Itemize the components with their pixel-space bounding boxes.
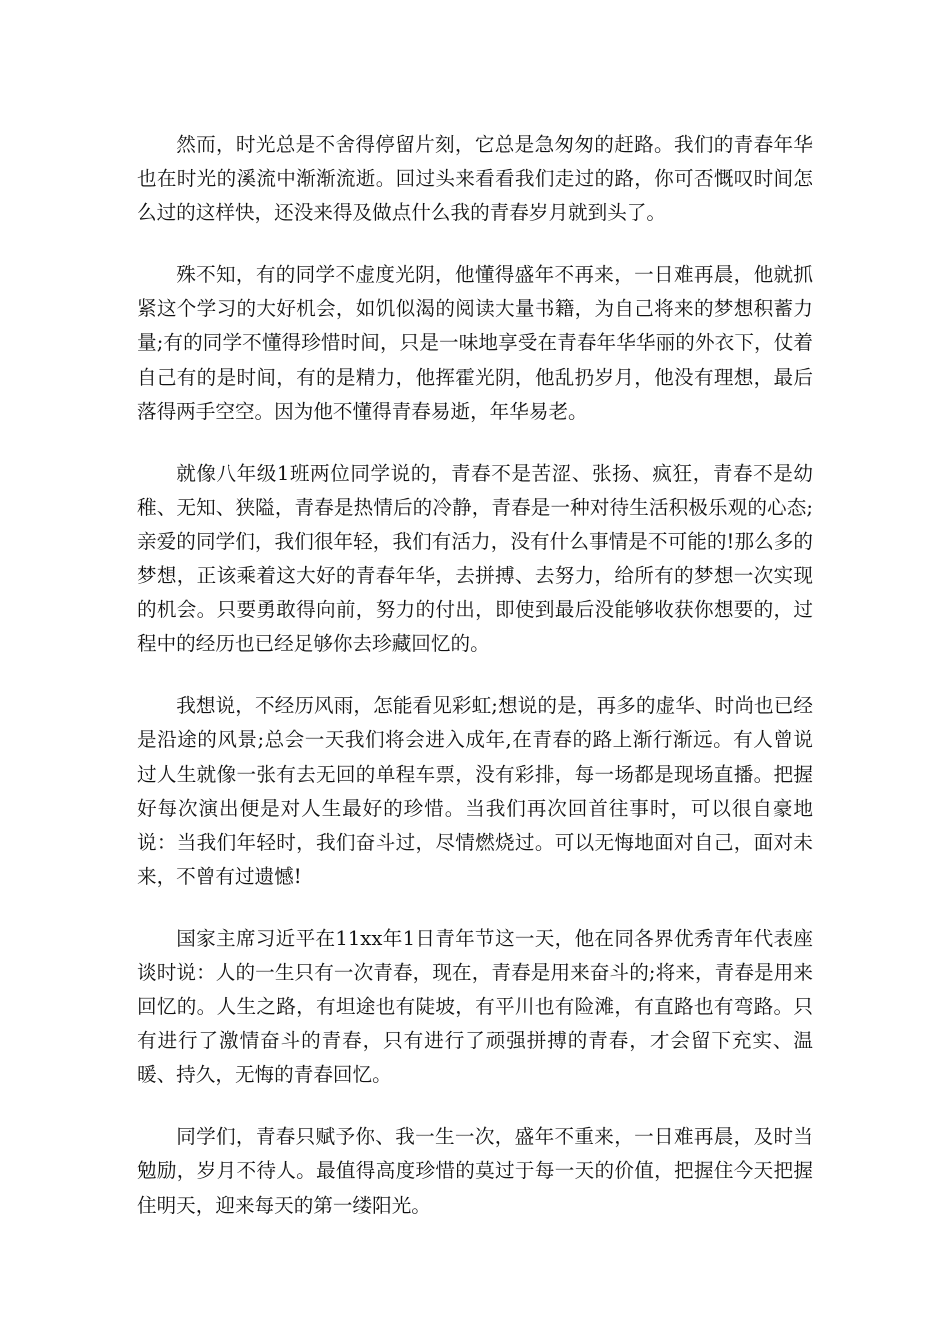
paragraph-2: 殊不知，有的同学不虚度光阴，他懂得盛年不再来，一日难再晨，他就抓紧这个学习的大好机会，如饥似渴的阅读大量书籍，为自己将来的梦想积蓄力量;有的同学不懂得珍惜时间，只是一味地享受在青春年华华丽的外衣下，仗着自己有的是时间，有的是精力，他挥霍光阴，他乱扔岁月，他没有理想，最后落得两手空空。因为他不懂得青春易逝，年华易老。	[137, 263, 813, 423]
paragraph-4: 我想说，不经历风雨，怎能看见彩虹;想说的是，再多的虚华、时尚也已经是沿途的风景;总会一天我们将会进入成年,在青春的路上渐行渐远。有人曾说过人生就像一张有去无回的单程车票，没有彩排，每一场都是现场直播。把握好每次演出便是对人生最好的珍惜。当我们再次回首往事时，可以很自豪地说：当我们年轻时，我们奋斗过，尽情燃烧过。可以无悔地面对自己，面对未来，不曾有过遗憾!	[137, 694, 813, 888]
document-body	[137, 128, 813, 1251]
paragraph-6: 同学们，青春只赋予你、我一生一次，盛年不重来，一日难再晨，及时当勉励，岁月不待人。最值得高度珍惜的莫过于每一天的价值，把握住今天把握住明天，迎来每天的第一缕阳光。	[137, 1125, 813, 1217]
paragraph-5: 国家主席习近平在11xx年1日青年节这一天，他在同各界优秀青年代表座谈时说：人的一生只有一次青春，现在，青春是用来奋斗的;将来，青春是用来回忆的。人生之路，有坦途也有陡坡，有平川也有险滩，有直路也有弯路。只有进行了激情奋斗的青春，只有进行了顽强拼搏的青春，才会留下充实、温暖、持久，无悔的青春回忆。	[137, 926, 813, 1087]
paragraph-1: 然而，时光总是不舍得停留片刻，它总是急匆匆的赶路。我们的青春年华也在时光的溪流中渐渐流逝。回过头来看看我们走过的路，你可否慨叹时间怎么过的这样快，还没来得及做点什么我的青春岁月就到头了。	[137, 133, 813, 225]
paragraph-3: 就像八年级1班两位同学说的，青春不是苦涩、张扬、疯狂，青春不是幼稚、无知、狭隘，青春是热情后的冷静，青春是一种对待生活积极乐观的心态;亲爱的同学们，我们很年轻，我们有活力，没有什么事情是不可能的!那么多的梦想，正该乘着这大好的青春年华，去拼搏、去努力，给所有的梦想一次实现的机会。只要勇敢得向前，努力的付出，即使到最后没能够收获你想要的，过程中的经历也已经足够你去珍藏回忆的。	[137, 461, 813, 656]
